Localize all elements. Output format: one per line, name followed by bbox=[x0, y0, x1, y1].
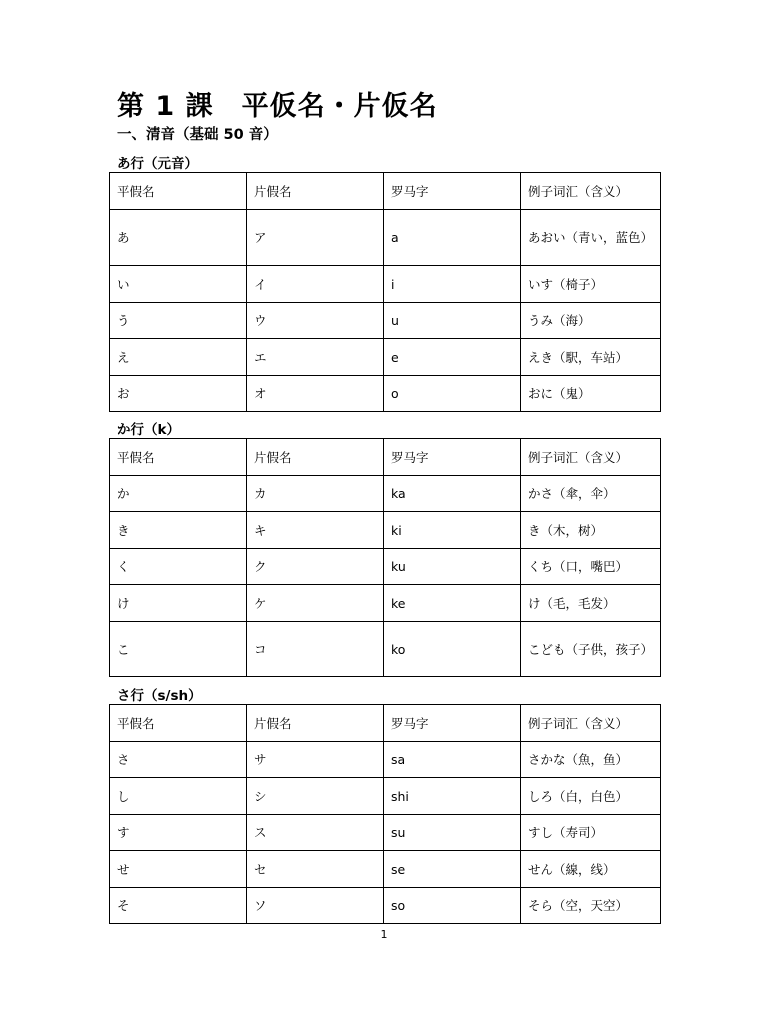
table-row bbox=[110, 549, 661, 585]
example-cell: さかな（魚，鱼） bbox=[521, 742, 661, 778]
hiragana-cell: あ bbox=[110, 210, 247, 266]
table-row bbox=[110, 742, 661, 778]
example-cell: せん（線，线） bbox=[521, 851, 661, 888]
example-cell: け（毛，毛发） bbox=[521, 585, 661, 622]
hiragana-cell: さ bbox=[110, 742, 247, 778]
katakana-cell: ク bbox=[247, 549, 384, 585]
romaji-cell: ku bbox=[384, 549, 521, 585]
romaji-cell: ke bbox=[384, 585, 521, 622]
romaji-cell: se bbox=[384, 851, 521, 888]
header-hiragana: 平假名 bbox=[110, 439, 247, 476]
group-title-a: あ行（元音） bbox=[117, 156, 198, 172]
kana-table-a bbox=[109, 172, 661, 412]
katakana-cell: カ bbox=[247, 476, 384, 512]
example-cell: かさ（傘，伞） bbox=[521, 476, 661, 512]
hiragana-cell: せ bbox=[110, 851, 247, 888]
example-cell: しろ（白，白色） bbox=[521, 778, 661, 815]
katakana-cell: ウ bbox=[247, 303, 384, 339]
romaji-cell: e bbox=[384, 339, 521, 376]
table-header-row bbox=[110, 173, 661, 210]
hiragana-cell: こ bbox=[110, 622, 247, 677]
example-cell: き（木，树） bbox=[521, 512, 661, 549]
example-cell: うみ（海） bbox=[521, 303, 661, 339]
hiragana-cell: け bbox=[110, 585, 247, 622]
table-row bbox=[110, 888, 661, 924]
hiragana-cell: い bbox=[110, 266, 247, 303]
table-row bbox=[110, 585, 661, 622]
table-row bbox=[110, 376, 661, 412]
page-title: 第 1 課 平仮名・片仮名 bbox=[117, 91, 438, 122]
table-header-row bbox=[110, 705, 661, 742]
table-row bbox=[110, 622, 661, 677]
example-cell: くち（口，嘴巴） bbox=[521, 549, 661, 585]
katakana-cell: エ bbox=[247, 339, 384, 376]
katakana-cell: キ bbox=[247, 512, 384, 549]
romaji-cell: ka bbox=[384, 476, 521, 512]
page-number: 1 bbox=[380, 928, 388, 941]
katakana-cell: コ bbox=[247, 622, 384, 677]
header-romaji: 罗马字 bbox=[384, 439, 521, 476]
header-hiragana: 平假名 bbox=[110, 705, 247, 742]
romaji-cell: o bbox=[384, 376, 521, 412]
katakana-cell: ス bbox=[247, 815, 384, 851]
katakana-cell: ソ bbox=[247, 888, 384, 924]
hiragana-cell: お bbox=[110, 376, 247, 412]
romaji-cell: su bbox=[384, 815, 521, 851]
header-katakana: 片假名 bbox=[247, 705, 384, 742]
group-title-sa: さ行（s/sh） bbox=[117, 688, 202, 704]
hiragana-cell: か bbox=[110, 476, 247, 512]
header-example: 例子词汇（含义） bbox=[521, 173, 661, 210]
hiragana-cell: く bbox=[110, 549, 247, 585]
table-row bbox=[110, 339, 661, 376]
example-cell: あおい（青い，蓝色） bbox=[521, 210, 661, 266]
romaji-cell: so bbox=[384, 888, 521, 924]
hiragana-cell: え bbox=[110, 339, 247, 376]
example-cell: いす（椅子） bbox=[521, 266, 661, 303]
katakana-cell: オ bbox=[247, 376, 384, 412]
table-row bbox=[110, 210, 661, 266]
katakana-cell: シ bbox=[247, 778, 384, 815]
table-row bbox=[110, 266, 661, 303]
example-cell: えき（駅，车站） bbox=[521, 339, 661, 376]
group-title-ka: か行（k） bbox=[117, 422, 180, 438]
table-row bbox=[110, 815, 661, 851]
table-row bbox=[110, 778, 661, 815]
romaji-cell: i bbox=[384, 266, 521, 303]
table-header-row bbox=[110, 439, 661, 476]
header-katakana: 片假名 bbox=[247, 439, 384, 476]
header-katakana: 片假名 bbox=[247, 173, 384, 210]
hiragana-cell: う bbox=[110, 303, 247, 339]
romaji-cell: shi bbox=[384, 778, 521, 815]
romaji-cell: sa bbox=[384, 742, 521, 778]
header-romaji: 罗马字 bbox=[384, 173, 521, 210]
header-hiragana: 平假名 bbox=[110, 173, 247, 210]
katakana-cell: ア bbox=[247, 210, 384, 266]
table-row bbox=[110, 512, 661, 549]
header-example: 例子词汇（含义） bbox=[521, 705, 661, 742]
katakana-cell: イ bbox=[247, 266, 384, 303]
hiragana-cell: そ bbox=[110, 888, 247, 924]
hiragana-cell: き bbox=[110, 512, 247, 549]
section-title: 一、清音（基础 50 音） bbox=[117, 127, 278, 143]
kana-table-sa bbox=[109, 704, 661, 924]
romaji-cell: ko bbox=[384, 622, 521, 677]
example-cell: そら（空，天空） bbox=[521, 888, 661, 924]
table-row bbox=[110, 851, 661, 888]
romaji-cell: a bbox=[384, 210, 521, 266]
header-romaji: 罗马字 bbox=[384, 705, 521, 742]
table-row bbox=[110, 476, 661, 512]
romaji-cell: u bbox=[384, 303, 521, 339]
table-row bbox=[110, 303, 661, 339]
hiragana-cell: し bbox=[110, 778, 247, 815]
header-example: 例子词汇（含义） bbox=[521, 439, 661, 476]
hiragana-cell: す bbox=[110, 815, 247, 851]
example-cell: おに（鬼） bbox=[521, 376, 661, 412]
katakana-cell: サ bbox=[247, 742, 384, 778]
katakana-cell: セ bbox=[247, 851, 384, 888]
example-cell: こども（子供，孩子） bbox=[521, 622, 661, 677]
katakana-cell: ケ bbox=[247, 585, 384, 622]
romaji-cell: ki bbox=[384, 512, 521, 549]
example-cell: すし（寿司） bbox=[521, 815, 661, 851]
kana-table-ka bbox=[109, 438, 661, 677]
